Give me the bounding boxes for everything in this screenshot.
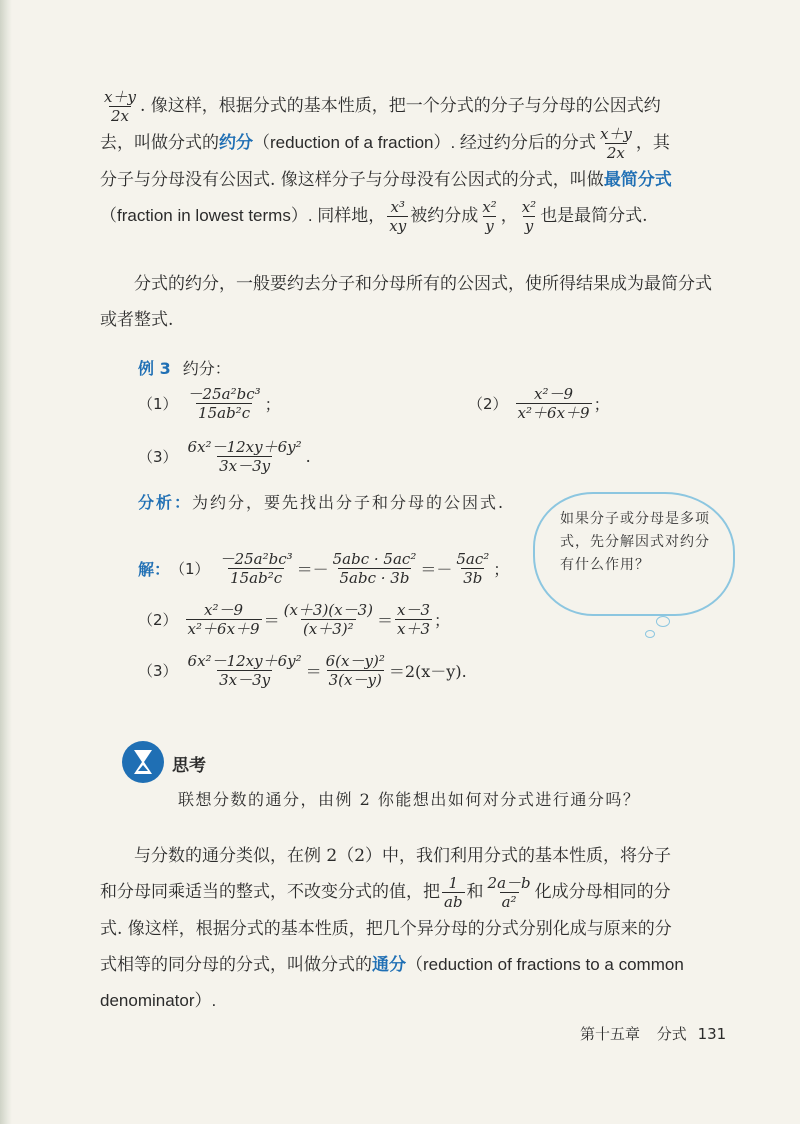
page-footer: [580, 1023, 726, 1044]
fraction: $\frac{2a-b}{\text{a²}}$: [487, 874, 531, 911]
fraction: $\frac{x-3}{x+3}$: [397, 601, 431, 638]
example-heading: [138, 356, 231, 379]
solution-label: 解：: [138, 560, 171, 579]
section-label: 分式: [656, 1025, 687, 1043]
top-paragraph: [100, 88, 725, 235]
fraction: $\frac{\text{5ac²}}{3b}$: [456, 550, 490, 587]
fraction: $\frac{1}{ab}$: [444, 874, 463, 911]
fraction: $\frac{x+y}{2x}$: [599, 125, 632, 162]
page-spine-edge: [0, 0, 12, 1124]
solution-step-3: （3） $\frac{\text{6x²－12xy＋6y²}}{3x-3y}$ ＝ $\frac{\text{6(x－y)²}}{3(x-y)}$ ＝2(x－y).: [138, 652, 467, 689]
top-line-2: 去，叫做分式的约分（reduction of a fraction）. 经过约分后的分式 $\frac{x+y}{2x}$ ，其: [100, 125, 670, 162]
solution-step-2: （2） $\frac{\text{x²－9}}{\text{x²＋6x＋9}}$ ＝ $\frac{(x+3)(x-3)}{\text{(x＋3)²}}$ ＝ $\frac{x-3}{x+3}$ ；: [138, 601, 451, 638]
bottom-line-1: 与分数的通分类似，在例 2（2）中，我们利用分式的基本性质，将分子: [134, 846, 672, 866]
analysis: [138, 488, 518, 518]
fraction: $\frac{\text{x²－9}}{\text{x²＋6x＋9}}$: [187, 601, 260, 638]
cloud-bubble: [656, 616, 670, 627]
example-title: 例 3: [138, 359, 171, 378]
solution-step-1: 解： （1） $\frac{\text{－25a²bc³}}{\text{15ab²c}}$ ＝－ $\frac{\text{5abc · 5ac²}}{\text{5abc · 3b}}$ ＝－ $\frac{\text{5ac²}}{3b}$ ；: [138, 550, 510, 587]
rule-paragraph: 分式的约分，一般要约去分子和分母所有的公因式，使所得结果成为最简分式或者整式.: [100, 274, 712, 330]
fraction: $\frac{x+y}{2x}$: [104, 88, 136, 125]
bottom-line-2: 和分母同乘适当的整式，不改变分式的值，把 $\frac{1}{ab}$ 和 $\frac{2a-b}{\text{a²}}$ 化成分母相同的分: [100, 874, 671, 911]
fraction: $\frac{\text{6x²－12xy＋6y²}}{3x-3y}$: [187, 652, 302, 689]
page-number: 131: [697, 1025, 727, 1043]
top-line-1: $\frac{x+y}{2x}$ . 像这样，根据分式的基本性质，把一个分式的分子与分母的公因式约: [104, 88, 661, 125]
fraction: $\frac{\text{－25a²bc³}}{\text{15ab²c}}$: [219, 550, 293, 587]
cloud-bubble: [645, 630, 655, 638]
example-instruction: 约分：: [182, 359, 231, 378]
example-problem-1: （1） $\frac{\text{－25a²bc³}}{\text{15ab²c}}$ ；: [138, 385, 281, 422]
think-question: 联想分数的通分，由例 2 你能想出如何对分式进行通分吗？: [178, 790, 641, 809]
fraction: $\frac{\text{x²}}{y}$: [482, 198, 497, 235]
fraction: $\frac{\text{6x²－12xy＋6y²}}{3x-3y}$: [187, 438, 302, 475]
think-title: 思考: [172, 756, 206, 776]
fraction: $\frac{\text{x²－9}}{\text{x²＋6x＋9}}$: [517, 385, 590, 422]
chapter-label: 第十五章: [580, 1025, 641, 1043]
think-icon: [121, 740, 165, 784]
fraction: $\frac{\text{－25a²bc³}}{\text{15ab²c}}$: [187, 385, 261, 422]
bottom-paragraph: [100, 838, 725, 1019]
fraction: $\frac{\text{x³}}{xy}$: [389, 198, 407, 235]
fraction: $\frac{(x+3)(x-3)}{\text{(x＋3)²}}$: [283, 601, 374, 638]
bottom-line-5: denominator）.: [100, 991, 217, 1010]
bottom-line-4: 式相等的同分母的分式，叫做分式的通分（reduction of fractions to a common: [100, 955, 684, 975]
example-problem-3: （3） $\frac{\text{6x²－12xy＋6y²}}{3x-3y}$ .: [138, 438, 311, 475]
fraction: $\frac{\text{6(x－y)²}}{3(x-y)}$: [325, 652, 385, 689]
top-line-4: （fraction in lowest terms）. 同样地， $\frac{\text{x³}}{xy}$ 被约分成 $\frac{\text{x²}}{y}$ ， $\frac{\text{x²}}{y}$ 也是最简分式.: [100, 198, 648, 235]
top-line-3: 分子与分母没有公因式. 像这样分子与分母没有公因式的分式，叫做最简分式: [100, 170, 672, 190]
fraction: $\frac{\text{x²}}{y}$: [521, 198, 537, 235]
term-reduction: 约分: [219, 133, 253, 153]
term-lowest-terms: 最简分式: [603, 170, 672, 190]
bottom-line-3: 式. 像这样，根据分式的基本性质，把几个异分母的分式分别化成与原来的分: [100, 919, 672, 939]
thought-cloud-text: 如果分子或分母是多项式，先分解因式对约分有什么作用？: [560, 511, 710, 573]
example-problem-2: （2） $\frac{\text{x²－9}}{\text{x²＋6x＋9}}$ ；: [468, 385, 610, 422]
term-common-denominator: 通分: [372, 955, 406, 975]
analysis-text: 为约分，要先找出分子和分母的公因式.: [192, 493, 506, 512]
fraction: $\frac{\text{5abc · 5ac²}}{\text{5abc · 3b}}$: [332, 550, 417, 587]
analysis-label: 分析：: [138, 493, 193, 512]
